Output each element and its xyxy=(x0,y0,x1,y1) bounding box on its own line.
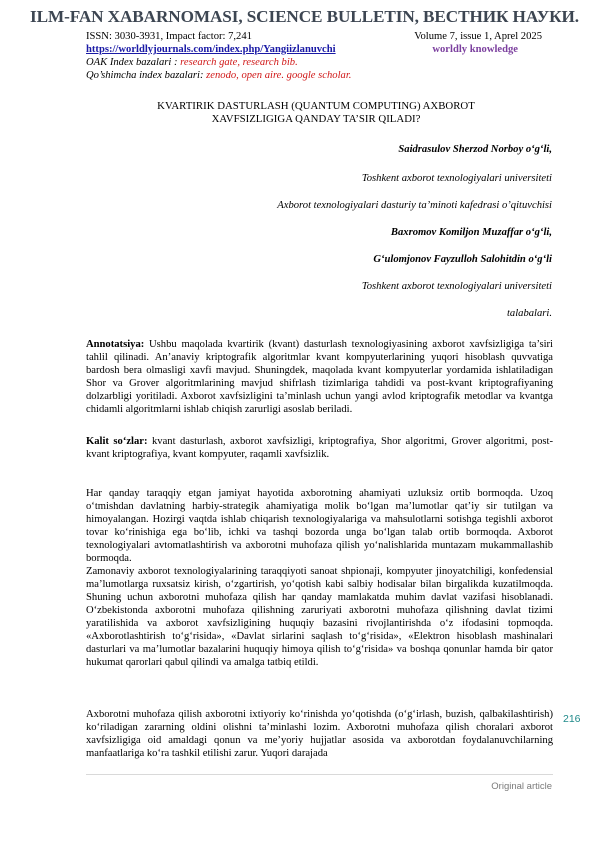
extra-index-value: zenodo, open aire. google scholar. xyxy=(206,70,352,81)
body-paragraph-2: Zamonaviy axborot texnologiyalarining taraqqiyoti sanoat shpionaji, kompyuter jinoyatchiligi, konfedensial ma’lumotlarga ruxsatsiz kirish, o‘zgartirish, yo‘qotish kabi salbiy hodisalar bilan birgalikda kuzatilmoqda. Shuning uchun axborotni muhofaza qilish har qanday mamlakatda muhim davlat vazifasi hisoblanadi. O‘zbekistonda axborotni muhofaza qilishning zaruriyati axborotni muhofaza qilishning davlat tizimi yaratilishida va axborot xavfsizligining huquqiy bazasini rivojlantirishda o‘z ifodasini topmoqda. «Axborotlashtirish to‘g‘risida», «Davlat sirlarini saqlash to‘g‘risida», «Elektron hisoblash mashinalari dasturlari va ma’lumotlar bazalarini huquqiy himoya qilish to‘g‘risida» va boshqa qonunlar hamda bir qator hukumat qarorlari qabul qilindi va amalga tatbiq etildi. xyxy=(86,566,553,669)
page-number: 216 xyxy=(563,713,581,725)
oak-value: research gate, research bib. xyxy=(180,57,298,68)
volume-text: Volume 7, issue 1, Aprel 2025 xyxy=(414,31,542,42)
journal-banner: ILM-FAN XABARNOMASI, SCIENCE BULLETIN, ВЕСТНИК НАУКИ. xyxy=(30,7,579,26)
author-3-name: G‘ulomjonov Fayzulloh Salohitdin o‘g‘li xyxy=(373,254,552,265)
header-line-oak xyxy=(86,56,546,69)
footer-label: Original article xyxy=(491,781,552,792)
authors-status: talabalari. xyxy=(506,308,552,319)
keywords-text: kvant dasturlash, axborot xavfsizligi, kriptografiya, Shor algoritmi, Grover algoritmi, post-kvant kriptografiya, kvant kompyuter, raqamli xavfsizlik. xyxy=(86,436,553,461)
author-1-affiliation: Toshkent axborot texnologiyalari universiteti xyxy=(361,173,552,184)
keywords-paragraph xyxy=(86,435,553,461)
author-1-department: Axborot texnologiyalari dasturiy ta’minoti kafedrasi o’qituvchisi xyxy=(277,200,552,211)
header-line-extra xyxy=(86,69,546,82)
keywords-label: Kalit so‘zlar: xyxy=(86,436,148,447)
abstract-label: Annotatsiya: xyxy=(86,339,145,350)
abstract-text: Ushbu maqolada kvartirik (kvant) dasturlash texnologiyasining axborot xavfsizligiga ta’siri tahlil qilinadi. An’anaviy kriptografik algoritmlar kvant kompyuterlarining yuqori hisoblash quvvatiga bardosh bera olmasligi xavfi mavjud. Shuningdek, maqolada kvant kompyuterlar yordamida ishlatiladigan Shor va Grover algoritmlarining mavjud shifrlash tizimlariga tahdidi va post-kvant kriptografiyaning dolzarbligi yoritiladi. Axborot xavfsizligini ta’minlash uchun yangi avlod kriptografik metodlar va kvantga chidamli algoritmlarni ishlab chiqish zarurligi asoslab beriladi. xyxy=(86,339,553,416)
article-title-line-2: XAVFSIZLIGIGA QANDAY TA’SIR QILADI? xyxy=(211,113,421,125)
article-title xyxy=(86,100,546,126)
authors-affiliation: Toshkent axborot texnologiyalari universiteti xyxy=(361,281,552,292)
author-1-name: Saidrasulov Sherzod Norboy o‘g‘li, xyxy=(398,144,552,155)
oak-label: OAK Index bazalari : xyxy=(86,57,181,68)
abstract-paragraph xyxy=(86,338,553,416)
extra-index-label: Qo’shimcha index bazalari: xyxy=(86,70,207,81)
author-2-name: Baxromov Komiljon Muzaffar o‘g‘li, xyxy=(390,227,552,238)
body-paragraph-1: Har qanday taraqqiy etgan jamiyat hayotida axborotning ahamiyati uzluksiz ortib bormoqda. Uzoq o‘tmishdan davlatning harbiy-strategik ahamiyatiga molik bo‘lgan ma’lumotlar qat’iy sir tutilgan va himoyalangan. Hozirgi vaqtda ishlab chiqarish texnologiyalariga va mahsulotlarni sotishga tegishli axborot tovar ko‘rinishiga ega bo‘lib, ichki va tashqi bozorda unga bo‘lgan talab ortib bormoqda. Axborot texnologiyalari avtomatlashtirish va axborotni muhofaza qilish yo‘nalishlarida muntazam mukammallashib bormoqda. xyxy=(86,488,553,565)
footer-divider xyxy=(86,774,553,775)
article-title-line-1: KVARTIRIK DASTURLASH (QUANTUM COMPUTING) AXBOROT xyxy=(157,100,475,112)
publisher-text: worldly knowledge xyxy=(432,44,518,55)
body-paragraph-3: Axborotni muhofaza qilish axborotni ixtiyoriy ko‘rinishda yo‘qotishda (o‘g‘irlash, buzish, qalbakilashtirish) ko‘riladigan zararning oldini olishni ta’minlashi lozim. Axborotni muhofaza qilish choralari axborot xavfsizligiga oid amaldagi qonun va me’yoriy hujjatlar asosida va axborotdan foydalanuvchilarning manfaatlariga ko‘ra tashkil etilishi zarur. Yuqori darajada xyxy=(86,709,553,760)
header-line-url xyxy=(86,43,546,56)
journal-url-link[interactable]: https://worldlyjournals.com/index.php/Yangiizlanuvchi xyxy=(86,44,336,55)
header-line-issn xyxy=(86,30,546,43)
issn-text: ISSN: 3030-3931, Impact factor: 7,241 xyxy=(86,31,252,42)
